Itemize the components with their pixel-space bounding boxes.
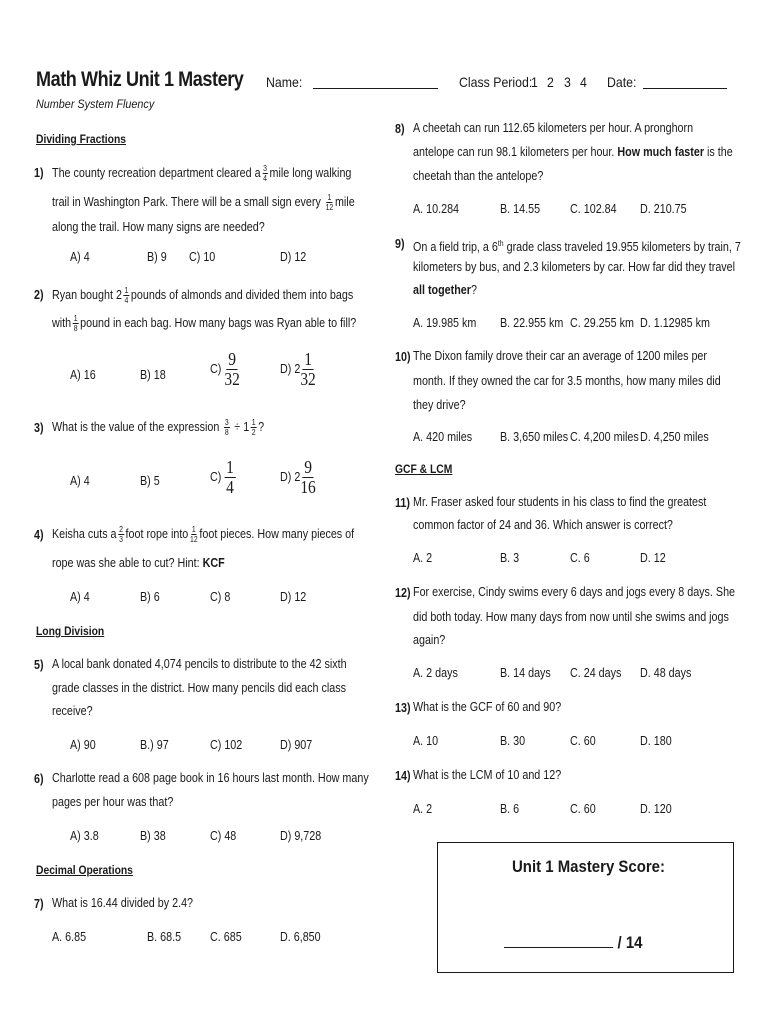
choice-c[interactable]: C) 8 (210, 590, 231, 604)
choice-c[interactable]: C. 6 (570, 551, 590, 565)
choice-b[interactable]: B) 9 (147, 250, 167, 264)
section-dividing-fractions: Dividing Fractions (36, 132, 127, 146)
choice-c[interactable]: C. 24 days (570, 666, 622, 680)
fraction: $\frac{2}{3}$ (119, 525, 123, 545)
fraction: $\frac{3}{8}$ (224, 418, 229, 438)
choice-d[interactable]: D. 4,250 miles (640, 430, 709, 444)
choice-b[interactable]: B.) 97 (140, 738, 169, 752)
score-title: Unit 1 Mastery Score: (512, 857, 665, 876)
question-6-line-1: Charlotte read a 608 page book in 16 hours last month. How many (52, 771, 369, 785)
choice-d[interactable]: D. 180 (640, 734, 672, 748)
period-option-2[interactable]: 2 (547, 74, 554, 90)
choice-d[interactable]: D. 120 (640, 802, 672, 816)
choice-b[interactable]: B) 38 (140, 829, 166, 843)
question-4-line-2: rope was she able to cut? Hint: KCF (52, 556, 225, 570)
choice-b[interactable]: B) 5 (140, 474, 160, 488)
choice-c[interactable]: C. 29.255 km (570, 316, 634, 330)
choice-c[interactable]: C. 102.84 (570, 202, 617, 216)
fraction: $\frac{1}{2}$ (251, 418, 256, 438)
question-11-line-2: common factor of 24 and 36. Which answer is correct? (413, 518, 673, 532)
question-12-line-1: For exercise, Cindy swims every 6 days and jogs every 8 days. She (413, 585, 736, 599)
choice-b[interactable]: B) 6 (140, 590, 160, 604)
fraction: $\frac{9}{16}$ (300, 457, 316, 497)
choice-a[interactable]: A. 10.284 (413, 202, 460, 216)
choice-d[interactable]: D. 6,850 (280, 930, 321, 944)
question-number: 8) (395, 122, 405, 136)
question-5-line-2: grade classes in the district. How many pencils did each class (52, 681, 346, 695)
question-5-line-3: receive? (52, 704, 93, 718)
fraction: $\frac{1}{12}$ (190, 525, 198, 545)
choice-a[interactable]: A. 420 miles (413, 430, 473, 444)
hint-kcf: KCF (202, 556, 225, 570)
choice-a[interactable]: A) 4 (70, 250, 90, 264)
fraction: $\frac{1}{4}$ (124, 286, 129, 306)
question-8-line-3: cheetah than the antelope? (413, 169, 544, 183)
name-label: Name: (266, 74, 303, 90)
choice-c[interactable]: C. 60 (570, 734, 596, 748)
choice-c[interactable]: C. 685 (210, 930, 242, 944)
choice-d[interactable]: D. 48 days (640, 666, 692, 680)
question-12-line-2: did both today. How many days from now until she swims and jogs (413, 610, 729, 624)
question-8-line-2: antelope can run 98.1 kilometers per hour. How much faster is the (413, 145, 733, 159)
question-3-line-1: What is the value of the expression $\frac{3}{8}$ ÷ 1 $\frac{1}{2}$ ? (52, 418, 265, 438)
fraction: $\frac{9}{32}$ (224, 349, 240, 389)
choice-b[interactable]: B. 22.955 km (500, 316, 564, 330)
question-number: 1) (34, 166, 44, 180)
question-1-line-3: along the trail. How many signs are needed? (52, 220, 265, 234)
question-number: 3) (34, 421, 44, 435)
question-number: 9) (395, 237, 405, 251)
choice-a[interactable]: A. 6.85 (52, 930, 87, 944)
choice-b[interactable]: B. 3 (500, 551, 520, 565)
question-2-line-1: Ryan bought 2 $\frac{1}{4}$ pounds of almonds and divided them into bags (52, 286, 354, 306)
choice-a[interactable]: A) 90 (70, 738, 96, 752)
choice-b[interactable]: B. 3,650 miles (500, 430, 569, 444)
question-9-line-3: all together? (413, 283, 477, 297)
question-1-line-2: trail in Washington Park. There will be a small sign every $\frac{1}{12}$ mile (52, 193, 355, 213)
page-subtitle: Number System Fluency (36, 97, 155, 111)
fraction: $\frac{3}{4}$ (263, 164, 267, 184)
choice-d[interactable]: D) 2 $\frac{9}{16}$ (280, 457, 316, 497)
score-line (504, 933, 642, 953)
question-number: 6) (34, 772, 44, 786)
question-number: 12) (395, 586, 411, 600)
question-9-line-1: On a field trip, a 6th grade class traveled 19.955 kilometers by train, 7 (413, 239, 741, 255)
choice-d[interactable]: D) 12 (280, 250, 307, 264)
choice-a[interactable]: A) 4 (70, 474, 90, 488)
date-blank[interactable] (643, 88, 727, 89)
section-long-division: Long Division (36, 624, 105, 638)
question-13-line-1: What is the GCF of 60 and 90? (413, 700, 562, 714)
question-10-line-3: they drive? (413, 398, 466, 412)
class-period-label: Class Period: (459, 74, 533, 90)
question-5-line-1: A local bank donated 4,074 pencils to distribute to the 42 sixth (52, 657, 347, 671)
choice-d[interactable]: D. 210.75 (640, 202, 687, 216)
question-number: 4) (34, 528, 44, 542)
period-option-3[interactable]: 3 (564, 74, 571, 90)
section-gcf-lcm: GCF & LCM (395, 462, 453, 476)
question-6-line-2: pages per hour was that? (52, 795, 174, 809)
question-number: 7) (34, 897, 44, 911)
question-10-line-2: month. If they owned the car for 3.5 months, how many miles did (413, 374, 721, 388)
page-title: Math Whiz Unit 1 Mastery (36, 68, 244, 91)
fraction: $\frac{1}{32}$ (300, 349, 316, 389)
question-2-line-2: with $\frac{1}{8}$ pound in each bag. How many bags was Ryan able to fill? (52, 314, 357, 334)
choice-d[interactable]: D. 12 (640, 551, 666, 565)
choice-b[interactable]: B. 6 (500, 802, 520, 816)
choice-a[interactable]: A) 4 (70, 590, 90, 604)
choice-a[interactable]: A. 10 (413, 734, 439, 748)
choice-d[interactable]: D) 907 (280, 738, 313, 752)
question-number: 2) (34, 288, 44, 302)
score-blank[interactable] (504, 947, 613, 948)
choice-c[interactable]: C) $\frac{9}{32}$ (210, 349, 240, 389)
choice-b[interactable]: B) 18 (140, 368, 166, 382)
choice-c[interactable]: C) 10 (189, 250, 216, 264)
choice-b[interactable]: B. 68.5 (147, 930, 182, 944)
question-1-line-1: The county recreation department cleared a $\frac{3}{4}$ mile long walking (52, 164, 352, 184)
question-number: 13) (395, 701, 411, 715)
choice-c[interactable]: C) 48 (210, 829, 237, 843)
choice-c[interactable]: C. 4,200 miles (570, 430, 639, 444)
choice-b[interactable]: B. 14.55 (500, 202, 541, 216)
question-number: 11) (395, 496, 410, 510)
choice-d[interactable]: D) 9,728 (280, 829, 322, 843)
choice-d[interactable]: D) 12 (280, 590, 307, 604)
choice-a[interactable]: A. 2 days (413, 666, 458, 680)
question-7-line-1: What is 16.44 divided by 2.4? (52, 896, 194, 910)
choice-c[interactable]: C) $\frac{1}{4}$ (210, 457, 234, 497)
fraction: $\frac{1}{4}$ (226, 457, 234, 497)
choice-c[interactable]: C) 102 (210, 738, 243, 752)
question-14-line-1: What is the LCM of 10 and 12? (413, 768, 562, 782)
choice-d[interactable]: D) 2 $\frac{1}{32}$ (280, 349, 316, 389)
period-option-4[interactable]: 4 (580, 74, 587, 90)
choice-a[interactable]: A. 19.985 km (413, 316, 477, 330)
choice-b[interactable]: B. 30 (500, 734, 526, 748)
date-label: Date: (607, 74, 637, 90)
section-decimal-operations: Decimal Operations (36, 863, 133, 877)
fraction: $\frac{1}{8}$ (73, 314, 78, 334)
question-4-line-1: Keisha cuts a $\frac{2}{3}$ foot rope into $\frac{1}{12}$ foot pieces. How many pieces of (52, 525, 355, 545)
question-12-line-3: again? (413, 633, 446, 647)
score-total: / 14 (617, 933, 643, 952)
fraction: $\frac{1}{12}$ (325, 193, 334, 213)
question-9-line-2: kilometers by bus, and 2.3 kilometers by car. How far did they travel (413, 260, 736, 274)
question-number: 5) (34, 658, 44, 672)
choice-a[interactable]: A. 2 (413, 802, 433, 816)
question-number: 10) (395, 350, 411, 364)
question-11-line-1: Mr. Fraser asked four students in his class to find the greatest (413, 495, 707, 509)
choice-a[interactable]: A) 16 (70, 368, 96, 382)
period-option-1[interactable]: 1 (531, 74, 538, 90)
choice-a[interactable]: A. 2 (413, 551, 433, 565)
question-8-line-1: A cheetah can run 112.65 kilometers per hour. A pronghorn (413, 121, 694, 135)
choice-a[interactable]: A) 3.8 (70, 829, 99, 843)
question-number: 14) (395, 769, 411, 783)
choice-c[interactable]: C. 60 (570, 802, 596, 816)
question-10-line-1: The Dixon family drove their car an average of 1200 miles per (413, 349, 707, 363)
score-box (437, 842, 734, 973)
name-blank[interactable] (313, 88, 438, 89)
choice-d[interactable]: D. 1.12985 km (640, 316, 710, 330)
choice-b[interactable]: B. 14 days (500, 666, 551, 680)
